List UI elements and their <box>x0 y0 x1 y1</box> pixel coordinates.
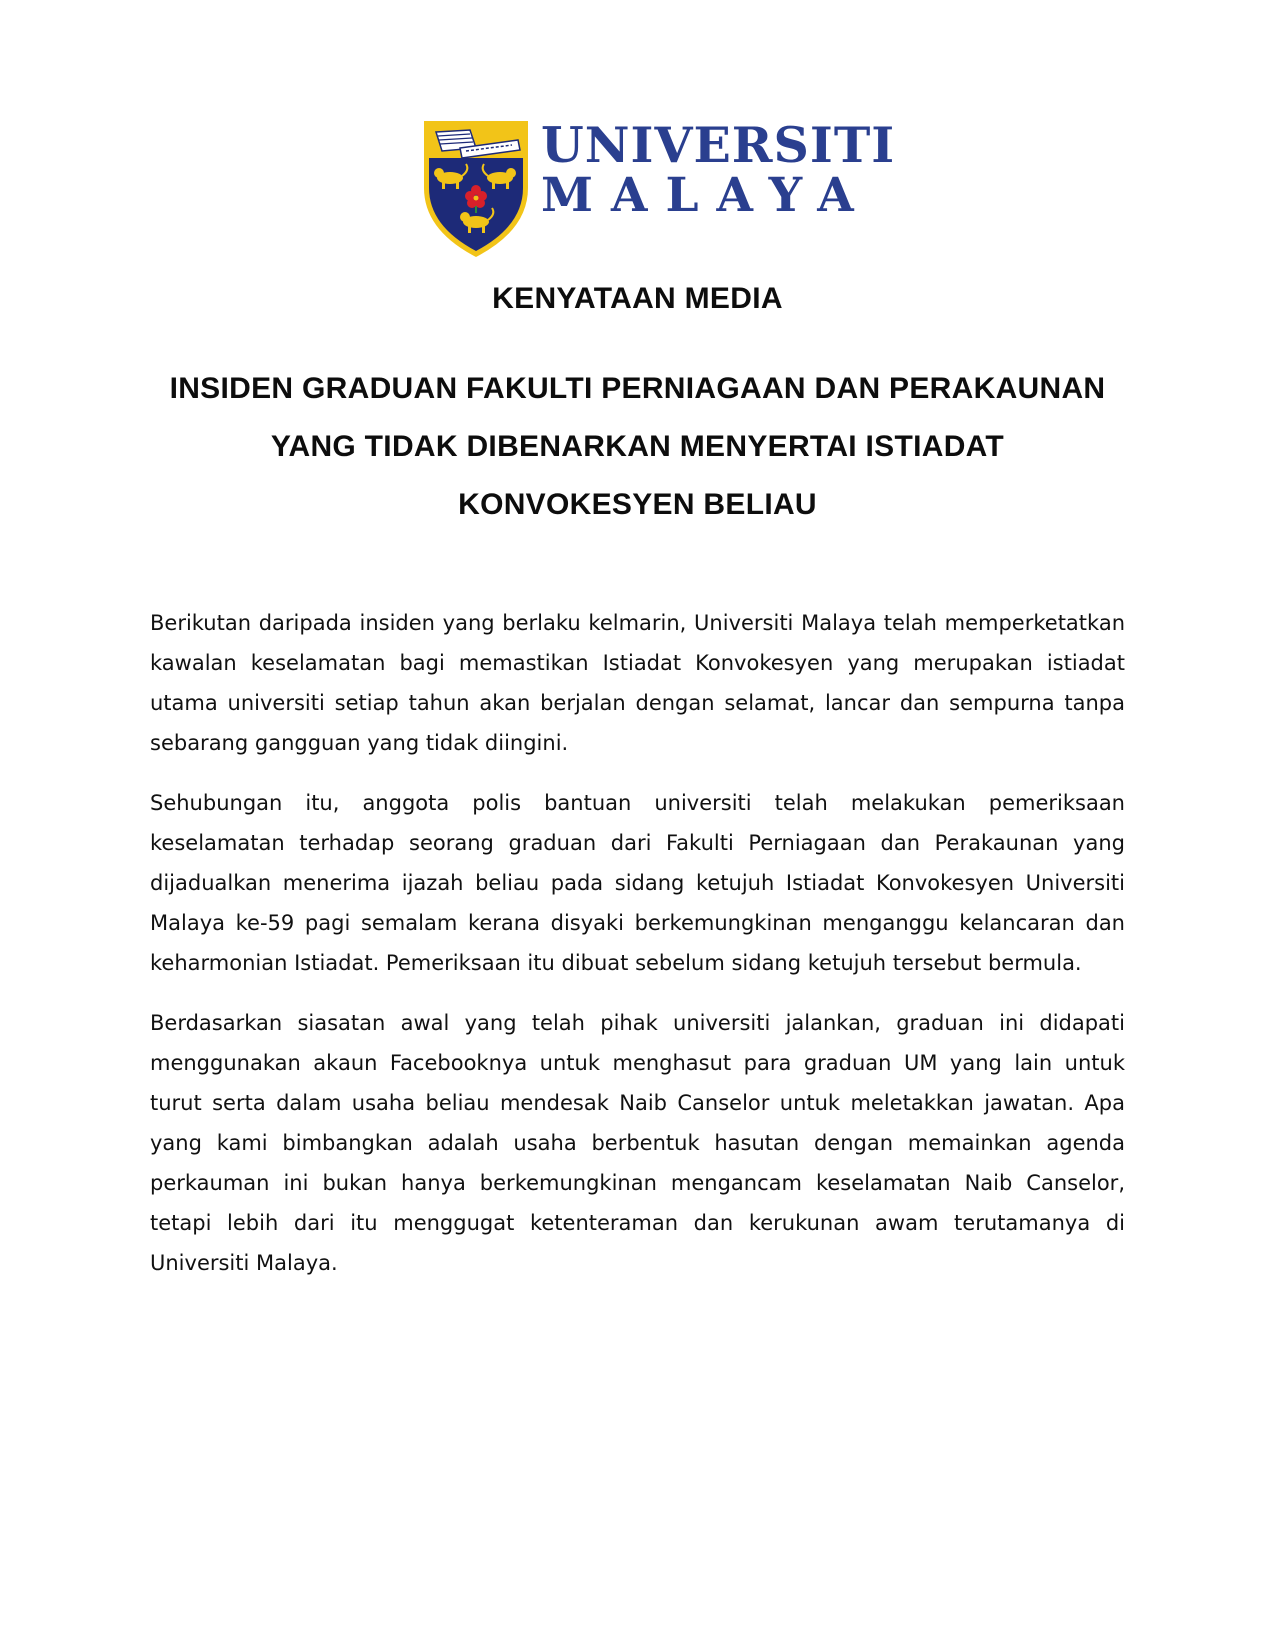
university-logo <box>420 116 896 268</box>
headline-line: KONVOKESYEN BELIAU <box>458 488 817 521</box>
document-headline <box>130 360 1145 534</box>
logo-wordmark <box>541 116 896 223</box>
body-paragraph: Berikutan daripada insiden yang berlaku kelmarin, Universiti Malaya telah memperketatkan kawalan keselamatan bagi memastikan Istiadat Konvokesyen yang merupakan istiadat utama universiti setiap tahun akan berjalan dengan selamat, lancar dan sempurna tanpa sebarang gangguan yang tidak diingini. <box>150 611 1125 755</box>
logo-line-universiti: UNIVERSITI <box>541 116 896 174</box>
headline-line: INSIDEN GRADUAN FAKULTI PERNIAGAAN DAN PERAKAUNAN <box>169 372 1106 405</box>
body-paragraph: Berdasarkan siasatan awal yang telah pihak universiti jalankan, graduan ini didapati menggunakan akaun Facebooknya untuk menghasut para graduan UM yang lain untuk turut serta dalam usaha beliau mendesak Naib Canselor untuk meletakkan jawatan. Apa yang kami bimbangkan adalah usaha berbentuk hasutan dengan memainkan agenda perkauman ini bukan hanya berkemungkinan mengancam keselamatan Naib Canselor, tetapi lebih dari itu menggugat ketenteraman dan kerukunan awam terutamanya di Universiti Malaya. <box>150 1011 1125 1275</box>
body-paragraph: Sehubungan itu, anggota polis bantuan universiti telah melakukan pemeriksaan keselamatan terhadap seorang graduan dari Fakulti Perniagaan dan Perakaunan yang dijadualkan menerima ijazah beliau pada sidang ketujuh Istiadat Konvokesyen Universiti Malaya ke-59 pagi semalam kerana disyaki berkemungkinan menganggu kelancaran dan keharmonian Istiadat. Pemeriksaan itu dibuat sebelum sidang ketujuh tersebut bermula. <box>150 791 1125 975</box>
logo-line-malaya: MALAYA <box>541 168 872 223</box>
document-label: KENYATAAN MEDIA <box>492 282 783 315</box>
document-body <box>150 603 1125 1283</box>
headline-line: YANG TIDAK DIBENARKAN MENYERTAI ISTIADAT <box>270 430 1005 463</box>
university-crest-icon <box>420 118 532 260</box>
